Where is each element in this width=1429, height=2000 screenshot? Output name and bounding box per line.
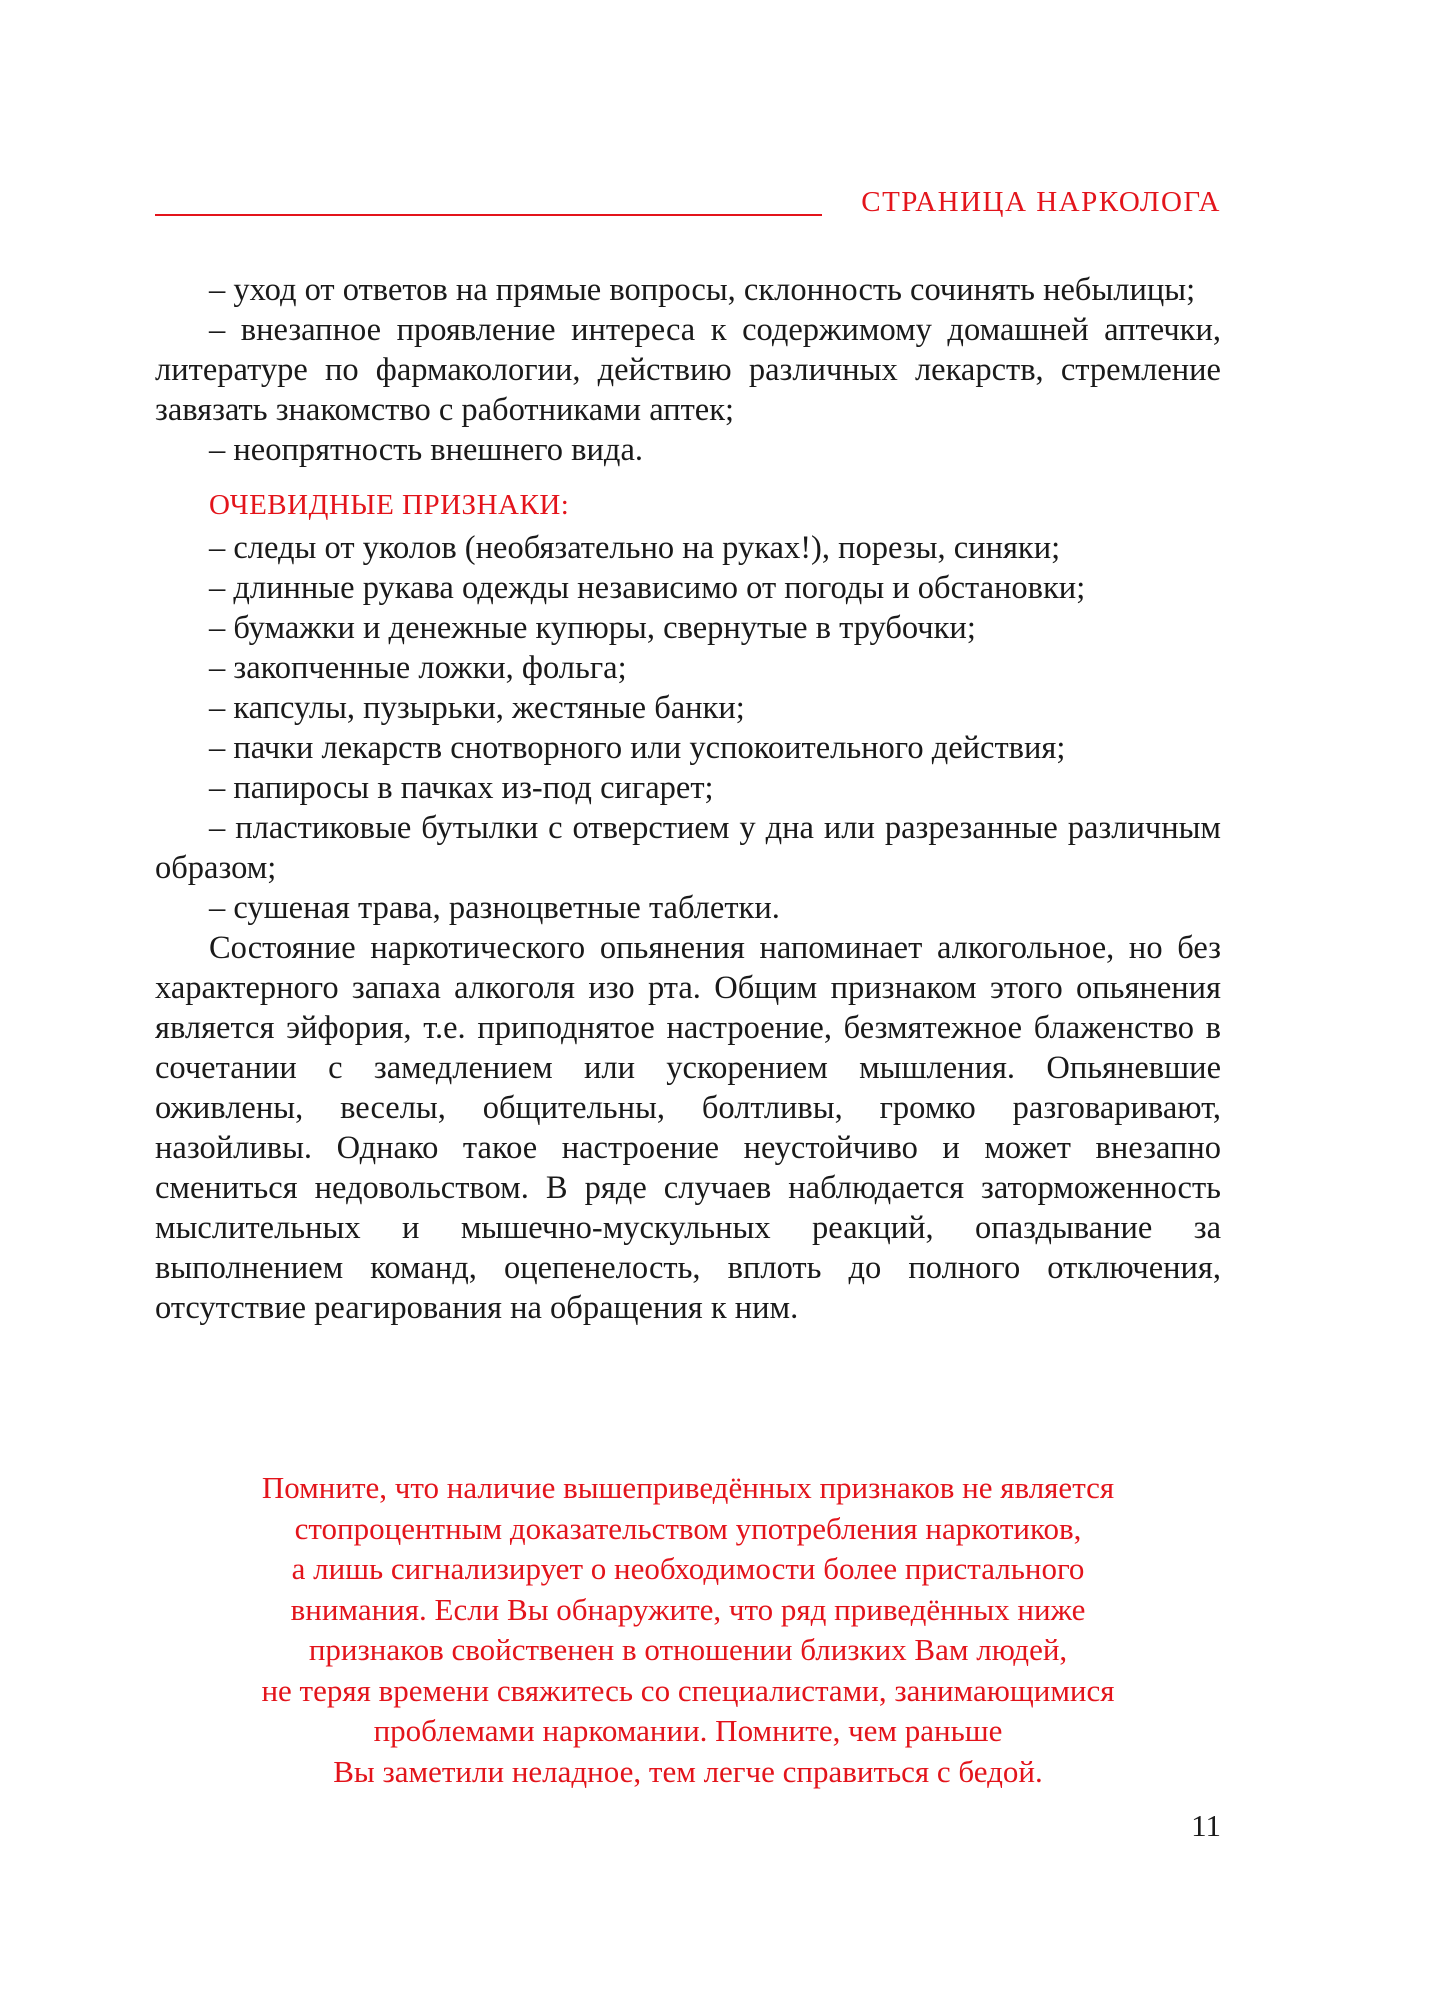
notice-line: Вы заметили неладное, тем легче справиться с бедой. [333,1753,1043,1789]
body-paragraph: Состояние наркотического опьянения напоминает алкогольное, но без характерного запаха алкоголя изо рта. Общим признаком этого опьянения является эйфория, т.е. приподнятое настроение, безмятежное блаженство в сочетании с замедлением или ускорением мышления. Опьяневшие оживлены, веселы, общительны, болтливы, громко разговаривают, назойливы. Однако такое настроение неустойчиво и может внезапно смениться недовольством. В ряде случаев наблюдается заторможенность мыслительных и мышечно-мускульных реакций, опаздывание за выполнением команд, оцепенелость, вплоть до полного отключения, отсутствие реагирования на обращения к ним. [155,930,1221,1326]
notice-line: признаков свойственен в отношении близких Вам людей, [308,1632,1068,1667]
bullet-paragraph: – неопрятность внешнего вида. [209,432,643,468]
notice-line: не теряя времени свяжитесь со специалистами, занимающимися [261,1672,1115,1708]
notice-line: стопроцентным доказательством употребления наркотиков, [294,1510,1082,1546]
list-item: – пачки лекарств снотворного или успокоительного действия; [209,730,1066,766]
header-title: СТРАНИЦА НАРКОЛОГА [861,186,1221,218]
list-item: – папиросы в пачках из-под сигарет; [209,770,714,806]
list-item: – длинные рукава одежды независимо от погоды и обстановки; [209,570,1086,606]
list-item: – капсулы, пузырьки, жестяные банки; [209,690,745,726]
header-rule [155,214,822,216]
list-item: – сушеная трава, разноцветные таблетки. [209,890,780,926]
page-header [155,185,1221,225]
notice-line: внимания. Если Вы обнаружите, что ряд приведённых ниже [290,1591,1086,1627]
section-title: ОЧЕВИДНЫЕ ПРИЗНАКИ: [209,489,570,521]
notice-line: Помните, что наличие вышеприведённых признаков не является [261,1470,1115,1505]
main-text [155,270,1221,1328]
list-item: – бумажки и денежные купюры, свернутые в трубочки; [209,610,976,646]
list-item: – следы от уколов (необязательно на руках!), порезы, синяки; [209,530,1061,566]
bullet-paragraph: – уход от ответов на прямые вопросы, склонность сочинять небылицы; [209,272,1196,308]
bullet-paragraph: – внезапное проявление интереса к содержимому домашней аптечки, литературе по фармакологии, действию различных лекарств, стремление завязать знакомство с работниками аптек; [155,312,1221,428]
warning-notice [155,1468,1221,1792]
notice-line: а лишь сигнализирует о необходимости более пристального [291,1551,1085,1586]
notice-line: проблемами наркомании. Помните, чем раньше [373,1713,1003,1748]
list-item: – закопченные ложки, фольга; [209,650,627,686]
page-number: 11 [1191,1808,1221,1843]
list-item: – пластиковые бутылки с отверстием у дна или разрезанные различным образом; [155,810,1221,886]
